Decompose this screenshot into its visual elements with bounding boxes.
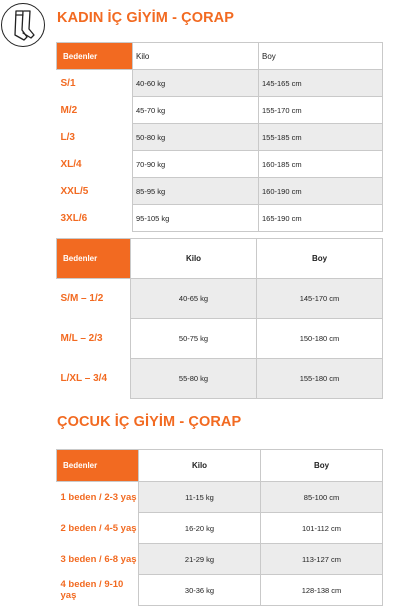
size-label: 3 beden / 6-8 yaş [60, 553, 137, 565]
table-row [57, 97, 383, 124]
boy-cell: 128-138 cm [261, 575, 383, 606]
table-header-row [57, 43, 383, 70]
size-label: L/XL – 3/4 [60, 373, 108, 384]
boy-cell: 155-185 cm [259, 124, 383, 151]
size-label: M/L – 2/3 [60, 333, 103, 344]
table-row [57, 279, 383, 319]
size-label: XXL/5 [60, 185, 89, 197]
table-row [57, 575, 383, 606]
section-title-women: KADIN İÇ GİYİM - ÇORAP [57, 10, 235, 26]
women-size-table [56, 42, 383, 232]
size-label: S/M – 1/2 [60, 293, 104, 305]
boy-cell: 101-112 cm [261, 513, 383, 544]
boy-cell: 155-180 cm [257, 359, 383, 399]
table-header-row [57, 450, 383, 482]
boy-cell: 150-180 cm [257, 319, 383, 359]
kilo-cell: 55-80 kg [131, 359, 257, 399]
boy-cell: 160-185 cm [259, 151, 383, 178]
table-row [57, 482, 383, 513]
kilo-cell: 40-60 kg [133, 70, 259, 97]
boy-cell: 145-165 cm [259, 70, 383, 97]
table-row [57, 151, 383, 178]
header-bedenler: Bedenler [57, 239, 131, 279]
size-label: 2 beden / 4-5 yaş [60, 522, 137, 534]
table-row [57, 544, 383, 575]
stockings-icon-graphic [2, 4, 46, 48]
size-label: 4 beden / 9-10 yaş [60, 579, 124, 601]
kilo-cell: 11-15 kg [139, 482, 261, 513]
boy-cell: 85-100 cm [261, 482, 383, 513]
kilo-cell: 50-80 kg [133, 124, 259, 151]
size-label: M/2 [60, 104, 78, 116]
kilo-cell: 70-90 kg [133, 151, 259, 178]
table-row [57, 359, 383, 399]
table-row [57, 70, 383, 97]
kilo-cell: 45-70 kg [133, 97, 259, 124]
header-boy: Boy [257, 239, 383, 279]
women-hosiery-size-table [56, 238, 383, 399]
boy-cell: 165-190 cm [259, 205, 383, 232]
section-title-kids: ÇOCUK İÇ GİYİM - ÇORAP [57, 414, 242, 430]
size-label: L/3 [60, 131, 75, 143]
header-kilo: Kilo [131, 239, 257, 279]
size-label: 3XL/6 [60, 212, 88, 224]
kilo-cell: 85-95 kg [133, 178, 259, 205]
boy-cell: 160-190 cm [259, 178, 383, 205]
table-row [57, 513, 383, 544]
table-row [57, 124, 383, 151]
table-row [57, 178, 383, 205]
header-boy: Boy [261, 450, 383, 482]
kids-size-table [56, 449, 383, 606]
table-header-row [57, 239, 383, 279]
boy-cell: 113-127 cm [261, 544, 383, 575]
kilo-cell: 30-36 kg [139, 575, 261, 606]
table-row [57, 205, 383, 232]
header-boy: Boy [259, 43, 383, 70]
boy-cell: 145-170 cm [257, 279, 383, 319]
kilo-cell: 50-75 kg [131, 319, 257, 359]
kilo-cell: 40-65 kg [131, 279, 257, 319]
stockings-icon [1, 3, 45, 47]
header-bedenler: Bedenler [57, 43, 133, 70]
boy-cell: 155-170 cm [259, 97, 383, 124]
kilo-cell: 95-105 kg [133, 205, 259, 232]
header-bedenler: Bedenler [57, 450, 139, 482]
kilo-cell: 16-20 kg [139, 513, 261, 544]
header-kilo: Kilo [139, 450, 261, 482]
size-label: XL/4 [60, 158, 82, 170]
header-kilo: Kilo [133, 43, 259, 70]
table-row [57, 319, 383, 359]
kilo-cell: 21-29 kg [139, 544, 261, 575]
size-label: 1 beden / 2-3 yaş [60, 491, 137, 503]
size-label: S/1 [60, 77, 76, 89]
